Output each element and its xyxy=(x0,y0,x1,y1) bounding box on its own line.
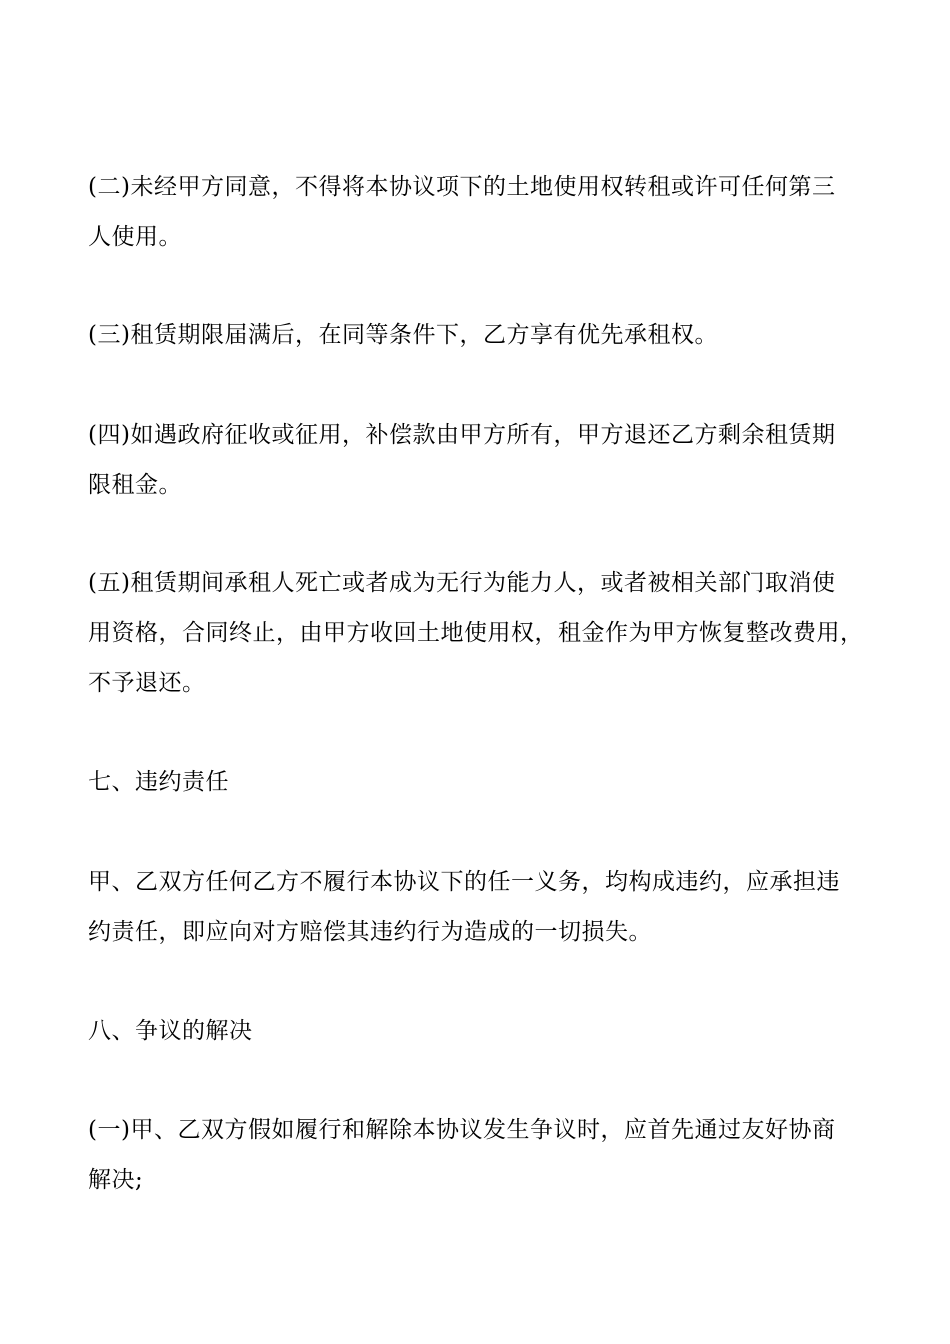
clause-5-termination xyxy=(88,558,878,708)
text-line: 甲、乙双方任何乙方不履行本协议下的任一义务，均构成违约，应承担违 xyxy=(88,869,840,895)
breach-liability-text xyxy=(88,857,878,957)
text-line: (三)租赁期限届满后，在同等条件下，乙方享有优先承租权。 xyxy=(88,322,718,348)
text-line: (一)甲、乙双方假如履行和解除本协议发生争议时，应首先通过友好协商 xyxy=(88,1117,836,1143)
text-line: (二)未经甲方同意，不得将本协议项下的土地使用权转租或许可任何第三 xyxy=(88,174,836,200)
text-line: (四)如遇政府征收或征用，补偿款由甲方所有，甲方退还乙方剩余租赁期 xyxy=(88,422,836,448)
text-line: 人使用。 xyxy=(88,224,182,250)
section-heading-dispute-resolution xyxy=(88,1006,878,1056)
clause-2-sublease-restriction xyxy=(88,162,878,262)
text-line: (五)租赁期间承租人死亡或者成为无行为能力人，或者被相关部门取消使 xyxy=(88,570,836,596)
text-line: 限租金。 xyxy=(88,472,182,498)
text-line: 不予退还。 xyxy=(88,670,206,696)
text-line: 七、违约责任 xyxy=(88,769,229,795)
text-line: 八、争议的解决 xyxy=(88,1018,253,1044)
clause-dispute-negotiation xyxy=(88,1105,878,1205)
section-heading-breach-liability xyxy=(88,757,878,807)
text-line: 约责任，即应向对方赔偿其违约行为造成的一切损失。 xyxy=(88,919,652,945)
clause-4-government-requisition xyxy=(88,410,878,510)
text-line: 解决; xyxy=(88,1167,144,1193)
text-line: 用资格，合同终止，由甲方收回土地使用权，租金作为甲方恢复整改费用， xyxy=(88,620,864,646)
clause-3-priority-lease xyxy=(88,310,878,360)
